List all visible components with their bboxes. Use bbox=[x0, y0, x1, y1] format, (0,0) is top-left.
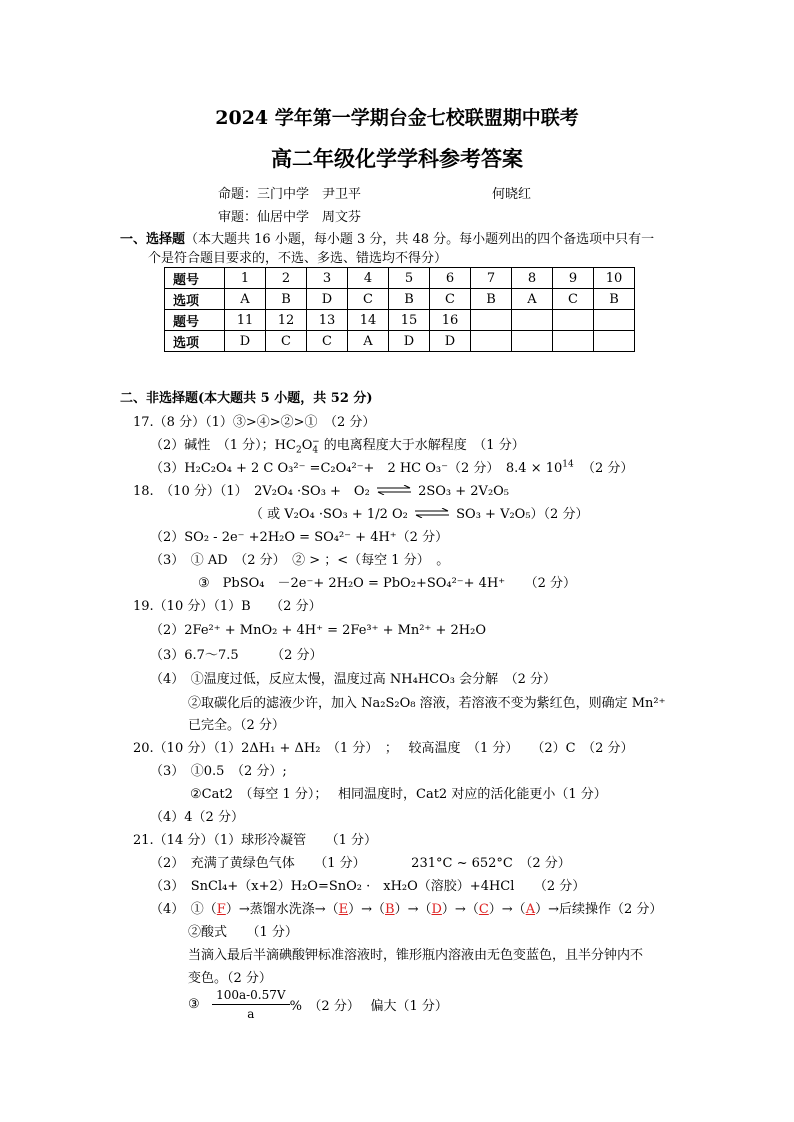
author-line: 命题：三门中学 尹卫平 bbox=[218, 187, 362, 202]
table-cell: 6 bbox=[430, 268, 471, 289]
equilibrium-arrow-icon bbox=[412, 507, 452, 522]
table-cell bbox=[553, 310, 594, 331]
table-cell: B bbox=[594, 289, 635, 310]
table-cell: 11 bbox=[225, 310, 266, 331]
q19-line6: 已完全。（2 分） bbox=[188, 718, 285, 733]
table-header-cell: 题号 bbox=[165, 268, 225, 289]
q19-line4: （4） ①温度过低，反应太慢，温度过高 NH₄HCO₃ 会分解 （2 分） bbox=[150, 672, 557, 687]
q21-line3: （3） SnCl₄+（x+2）H₂O=SnO₂ · xH₂O（溶胶）+4HCl （2 分） bbox=[150, 879, 586, 894]
section1-heading-line bbox=[120, 228, 654, 247]
fraction bbox=[212, 988, 290, 1021]
q19-line5: ②取碳化后的滤液少许，加入 Na₂S₂O₈ 溶液，若溶液不变为紫红色，则确定 Mn²⁺ bbox=[188, 696, 666, 711]
q18-line1-b: 2SO₃ + 2V₂O₅ bbox=[418, 484, 510, 499]
table-cell: 1 bbox=[225, 268, 266, 289]
q17-line3-exp: 14 bbox=[562, 459, 574, 470]
q18-line2 bbox=[250, 503, 588, 522]
table-cell: A bbox=[225, 289, 266, 310]
answer-letter: D bbox=[431, 902, 442, 917]
table-cell: 12 bbox=[266, 310, 307, 331]
q20-line1: 20.（10 分）（1）2ΔH₁ + ΔH₂ （1 分） ； 较高温度 （1 分） （2）C （2 分） bbox=[133, 741, 634, 756]
table-cell: A bbox=[512, 289, 553, 310]
q18-line4: （3） ① AD （2 分） ② > ；<（每空 1 分） 。 bbox=[150, 553, 450, 568]
answer-letter: F bbox=[216, 902, 226, 917]
answer-table bbox=[164, 267, 635, 352]
q21-line2: （2） 充满了黄绿色气体 （1 分） 231°C ~ 652°C （2 分） bbox=[150, 856, 571, 871]
table-cell: A bbox=[348, 331, 389, 352]
table-row bbox=[165, 310, 635, 331]
answer-letter: B bbox=[385, 902, 395, 917]
q17-line1: 17.（8 分）（1）③>④>②>① （2 分） bbox=[133, 415, 376, 430]
q17-line2-a: （2）碱性 （1 分）；HC bbox=[150, 438, 296, 453]
q21-line5: ②酸式 （1 分） bbox=[188, 925, 298, 940]
table-cell: 16 bbox=[430, 310, 471, 331]
q21-line8-pre: ③ bbox=[188, 997, 200, 1012]
answer-letter: E bbox=[338, 902, 349, 917]
q21-line6: 当滴入最后半滴碘酸钾标准溶液时，锥形瓶内溶液由无色变蓝色，且半分钟内不 bbox=[188, 948, 644, 963]
q18-line1-a: 18. （10 分）（1） 2V₂O₄ ·SO₃ + O₂ bbox=[133, 484, 370, 499]
table-cell: 3 bbox=[307, 268, 348, 289]
table-cell bbox=[594, 331, 635, 352]
fraction-numerator: 100a-0.57V bbox=[212, 988, 290, 1005]
table-cell: 7 bbox=[471, 268, 512, 289]
table-cell bbox=[594, 310, 635, 331]
table-cell: 4 bbox=[348, 268, 389, 289]
q17-line2-c: 的电离程度大于水解程度 （1 分） bbox=[323, 438, 525, 453]
section1-heading: 一、选择题 bbox=[120, 232, 186, 247]
fraction-denominator: a bbox=[247, 1007, 255, 1021]
q19-line1: 19.（10 分）（1）B （2 分） bbox=[133, 599, 322, 614]
reviewer-line: 审题：仙居中学 周文芬 bbox=[218, 210, 362, 225]
table-cell: C bbox=[553, 289, 594, 310]
section1-desc-2: 个是符合题目要求的，不选、多选、错选均不得分） bbox=[148, 251, 448, 266]
q18-line2-b: SO₃ + V₂O₅）（2 分） bbox=[456, 507, 589, 522]
table-cell: 10 bbox=[594, 268, 635, 289]
q17-line3 bbox=[150, 457, 633, 476]
table-cell bbox=[512, 331, 553, 352]
q19-line2: （2）2Fe²⁺ + MnO₂ + 4H⁺ = 2Fe³⁺ + Mn²⁺ + 2H₂O bbox=[150, 623, 487, 638]
q20-line4: （4）4（2 分） bbox=[150, 810, 244, 825]
table-row bbox=[165, 268, 635, 289]
document-title: 2024 学年第一学期台金七校联盟期中联考 bbox=[215, 107, 579, 129]
q20-line3: ②Cat2 （每空 1 分）； 相同温度时，Cat2 对应的活化能更小（1 分） bbox=[190, 787, 607, 802]
table-cell: 8 bbox=[512, 268, 553, 289]
table-cell: D bbox=[389, 331, 430, 352]
table-cell: C bbox=[348, 289, 389, 310]
table-cell: C bbox=[430, 289, 471, 310]
answer-letter: A bbox=[525, 902, 536, 917]
q17-line2-b: O bbox=[301, 438, 313, 453]
author-line-2: 何晓红 bbox=[492, 187, 532, 202]
table-cell: D bbox=[430, 331, 471, 352]
table-cell bbox=[512, 310, 553, 331]
table-row bbox=[165, 331, 635, 352]
q17-line2: （2）碱性 （1 分）；$HC_2O_4^-$ 的电离程度大于水解程度 （1 分） bbox=[150, 436, 525, 456]
table-cell: C bbox=[266, 331, 307, 352]
section1-desc: （本大题共 16 小题，每小题 3 分，共 48 分。每小题列出的四个备选项中只有一 bbox=[185, 232, 655, 247]
table-cell: 15 bbox=[389, 310, 430, 331]
q21-line8-post: % （2 分） 偏大（1 分） bbox=[289, 999, 448, 1014]
table-cell: 13 bbox=[307, 310, 348, 331]
table-cell: 5 bbox=[389, 268, 430, 289]
table-cell: B bbox=[266, 289, 307, 310]
q21-line1: 21.（14 分）（1）球形冷凝管 （1 分） bbox=[133, 833, 378, 848]
q18-line3: （2）SO₂ - 2e⁻ +2H₂O = SO₄²⁻ + 4H⁺（2 分） bbox=[150, 530, 449, 545]
q20-line2: （3） ①0.5 （2 分）; bbox=[150, 764, 287, 779]
table-cell: D bbox=[307, 289, 348, 310]
table-header-cell: 选项 bbox=[165, 331, 225, 352]
q18-line5: ③ PbSO₄ －2e⁻+ 2H₂O = PbO₂+SO₄²⁻+ 4H⁺ （2 分） bbox=[198, 576, 577, 591]
document-subtitle: 高二年级化学学科参考答案 bbox=[271, 146, 523, 171]
table-row bbox=[165, 289, 635, 310]
q18-line1 bbox=[133, 480, 509, 499]
q19-line3: （3）6.7～7.5 （2 分） bbox=[150, 648, 323, 663]
section2-heading: 二、非选择题(本大题共 5 小题，共 52 分) bbox=[120, 391, 373, 406]
table-cell bbox=[553, 331, 594, 352]
table-header-cell: 题号 bbox=[165, 310, 225, 331]
answer-letter: C bbox=[478, 902, 489, 917]
table-cell: 14 bbox=[348, 310, 389, 331]
table-cell: B bbox=[471, 289, 512, 310]
q21-line4: （4） ①（F）→蒸馏水洗涤→（E）→（B）→（D）→（C）→（A）→后续操作（2 分） bbox=[150, 902, 663, 917]
equilibrium-arrow-icon bbox=[374, 484, 414, 499]
q17-line3-b: （2 分） bbox=[582, 461, 634, 476]
table-cell: B bbox=[389, 289, 430, 310]
table-cell: 2 bbox=[266, 268, 307, 289]
q21-line7: 变色。（2 分） bbox=[188, 971, 272, 986]
q18-line2-a: （ 或 V₂O₄ ·SO₃ + 1/2 O₂ bbox=[250, 507, 408, 522]
table-cell: 9 bbox=[553, 268, 594, 289]
table-cell: D bbox=[225, 331, 266, 352]
table-header-cell: 选项 bbox=[165, 289, 225, 310]
table-cell: C bbox=[307, 331, 348, 352]
table-cell bbox=[471, 331, 512, 352]
q17-line3-a: （3）H₂C₂O₄ + 2 C O₃²⁻ =C₂O₄²⁻+ 2 HC O₃⁻（2 分） 8.4 × 10 bbox=[150, 461, 563, 476]
table-cell bbox=[471, 310, 512, 331]
q21-line8 bbox=[188, 988, 448, 1021]
